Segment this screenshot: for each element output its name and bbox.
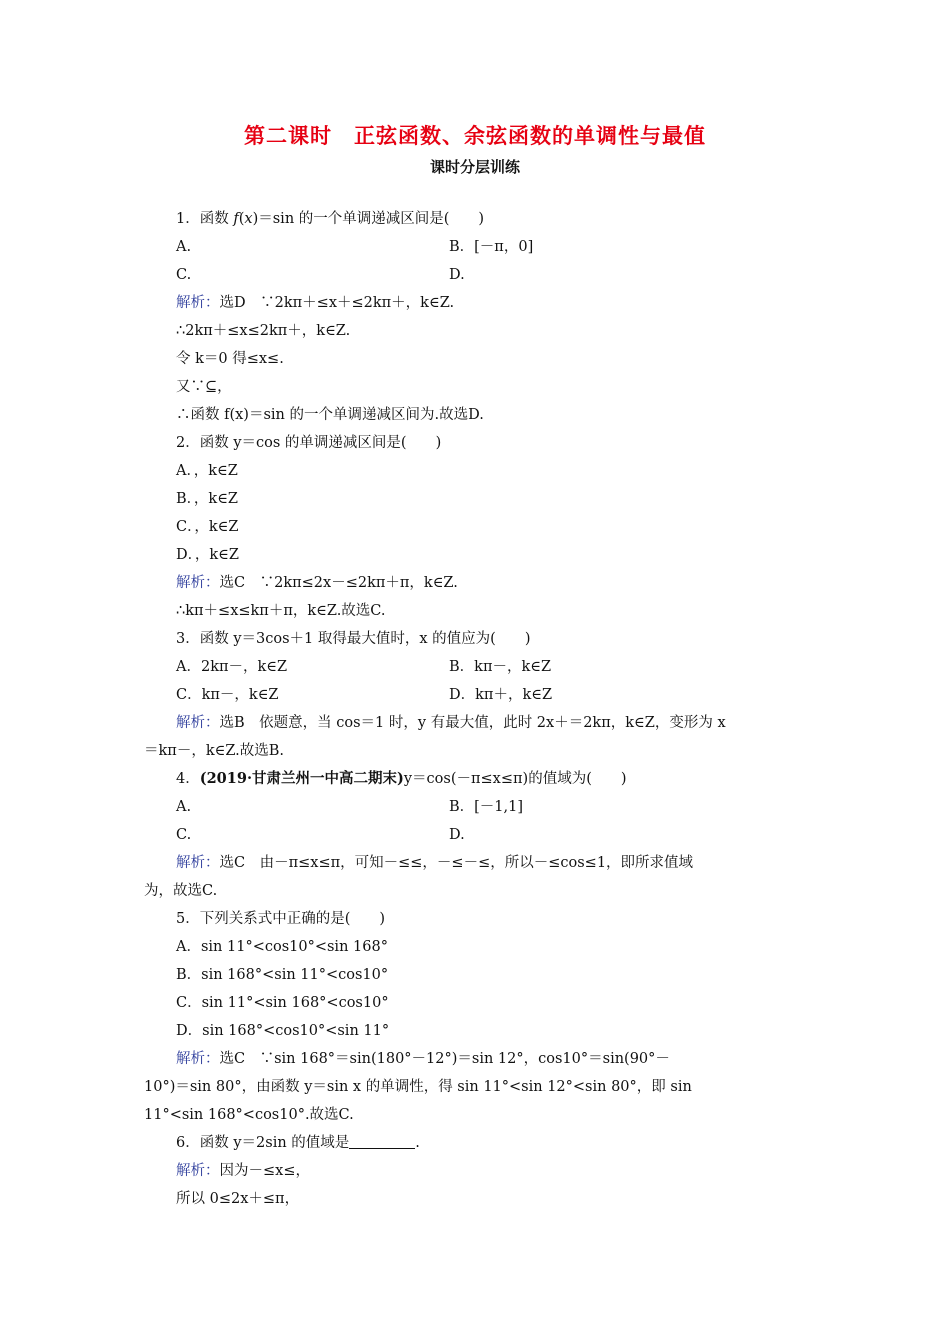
page-title: 第二课时 正弦函数、余弦函数的单调性与最值 bbox=[244, 124, 706, 148]
q1-solution-line-1: 解析：选D ∵2kπ＋≤x＋≤2kπ＋，k∈Z. bbox=[176, 295, 455, 311]
q5-solution-line-2: 10°)＝sin 80°，由函数 y＝sin x 的单调性，得 sin 11°<sin 12°<sin 80°，即 sin bbox=[144, 1079, 692, 1095]
q5-option-c: C．sin 11°<sin 168°<cos10° bbox=[176, 995, 389, 1011]
q2-option-c: C．，k∈Z bbox=[176, 519, 239, 535]
answer-label: 解析： bbox=[176, 715, 220, 731]
q4-option-c: C. bbox=[176, 827, 192, 843]
q5-option-d: D．sin 168°<cos10°<sin 11° bbox=[176, 1023, 390, 1039]
q3-option-a: A．2kπ－，k∈Z bbox=[176, 659, 288, 675]
q5-solution-line-1: 解析：选C ∵sin 168°＝sin(180°－12°)＝sin 12°，cos10°＝sin(90°－ bbox=[176, 1051, 670, 1067]
q2-option-b: B．，k∈Z bbox=[176, 491, 239, 507]
q3-option-b: B．kπ－，k∈Z bbox=[449, 659, 552, 675]
q5-stem: 5．下列关系式中正确的是( ) bbox=[176, 911, 386, 927]
q6-answer-blank bbox=[349, 1133, 415, 1149]
q1-option-b: B．[－π，0] bbox=[449, 239, 534, 255]
q4-option-a: A. bbox=[176, 799, 192, 815]
q1-solution-line-4: 又∵⊆， bbox=[176, 379, 232, 395]
q1-solution-line-3: 令 k＝0 得≤x≤. bbox=[176, 351, 284, 367]
q3-option-d: D．kπ＋，k∈Z bbox=[449, 687, 553, 703]
q4-solution-line-1: 解析：选C 由－π≤x≤π，可知－≤≤，－≤－≤，所以－≤cos≤1，即所求值域 bbox=[176, 855, 694, 871]
q4-stem: 4．(2019·甘肃兰州一中高二期末)y＝cos(－π≤x≤π)的值域为( ) bbox=[176, 770, 627, 787]
q4-option-b: B．[－1,1] bbox=[449, 799, 524, 815]
q3-stem: 3．函数 y＝3cos＋1 取得最大值时，x 的值应为( ) bbox=[176, 631, 531, 647]
q5-option-a: A．sin 11°<cos10°<sin 168° bbox=[176, 939, 388, 955]
answer-label: 解析： bbox=[176, 575, 220, 591]
q4-option-d: D. bbox=[449, 827, 465, 843]
q5-solution-line-3: 11°<sin 168°<cos10°.故选C. bbox=[144, 1107, 354, 1123]
page-subtitle: 课时分层训练 bbox=[429, 158, 520, 176]
q3-option-c: C．kπ－，k∈Z bbox=[176, 687, 279, 703]
q2-option-a: A．，k∈Z bbox=[176, 463, 238, 479]
q1-option-d: D. bbox=[449, 267, 465, 283]
q4-source: (2019·甘肃兰州一中高二期末) bbox=[199, 770, 404, 787]
q2-solution-line-1: 解析：选C ∵2kπ≤2x－≤2kπ＋π，k∈Z. bbox=[176, 575, 458, 591]
q2-option-d: D．，k∈Z bbox=[176, 547, 239, 563]
answer-label: 解析： bbox=[176, 295, 220, 311]
q1-solution-line-2: ∴2kπ＋≤x≤2kπ＋，k∈Z. bbox=[176, 323, 351, 339]
q1-solution-line-5: ∴函数 f(x)＝sin 的一个单调递减区间为.故选D. bbox=[176, 407, 484, 423]
answer-label: 解析： bbox=[176, 1051, 220, 1067]
q2-solution-line-2: ∴kπ＋≤x≤kπ＋π，k∈Z.故选C. bbox=[176, 603, 386, 619]
answer-label: 解析： bbox=[176, 855, 220, 871]
q1-option-a: A. bbox=[176, 239, 192, 255]
q4-solution-line-2: 为，故选C. bbox=[144, 883, 218, 899]
q6-stem: 6．函数 y＝2sin 的值域是 . bbox=[176, 1135, 420, 1151]
q1-option-c: C. bbox=[176, 267, 192, 283]
q3-solution-line-2: ＝kπ－，k∈Z.故选B. bbox=[144, 743, 285, 759]
q6-solution-line-1: 解析：因为－≤x≤， bbox=[176, 1163, 310, 1179]
q6-solution-line-2: 所以 0≤2x＋≤π， bbox=[176, 1191, 300, 1207]
q3-solution-line-1: 解析：选B 依题意，当 cos＝1 时，y 有最大值，此时 2x＋＝2kπ，k∈Z，变形为 x bbox=[176, 715, 726, 731]
q5-option-b: B．sin 168°<sin 11°<cos10° bbox=[176, 967, 389, 983]
answer-label: 解析： bbox=[176, 1163, 220, 1179]
q2-stem: 2．函数 y＝cos 的单调递减区间是( ) bbox=[176, 435, 442, 451]
q1-stem: 1．函数 f(x)＝sin 的一个单调递减区间是( ) bbox=[176, 211, 485, 227]
